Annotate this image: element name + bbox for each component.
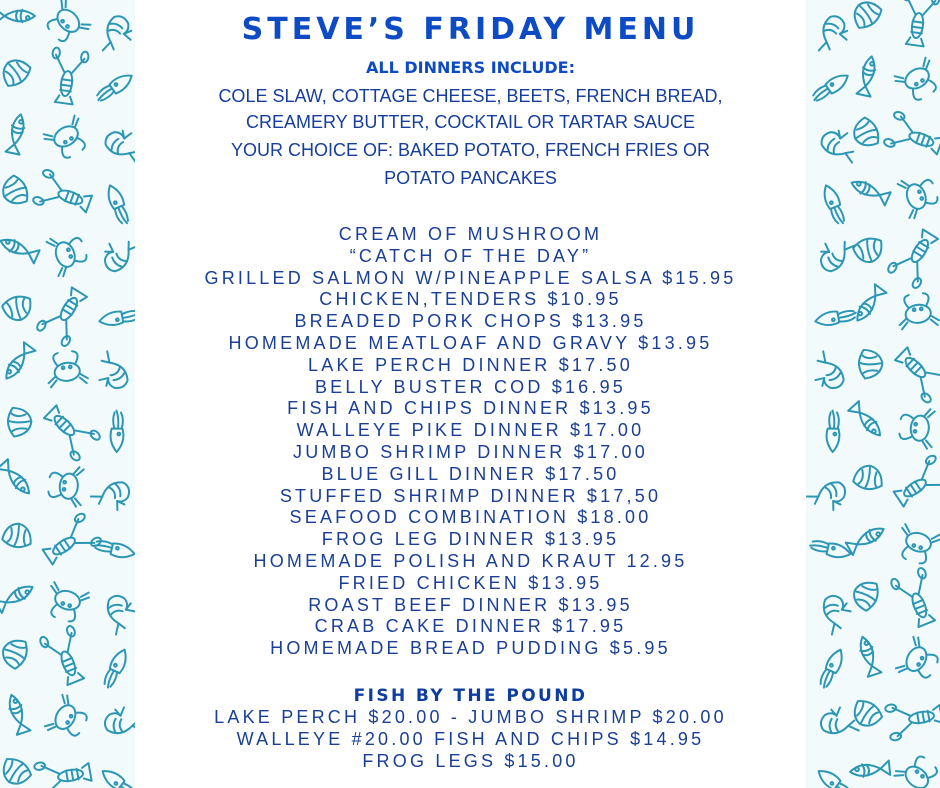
squid-icon	[99, 766, 135, 788]
lobster-icon	[889, 454, 940, 514]
lobster-icon	[885, 696, 940, 741]
squid-icon	[810, 70, 851, 104]
oyster-icon	[852, 464, 884, 492]
fish-icon	[852, 284, 887, 325]
oyster-icon	[858, 349, 883, 379]
includes-heading: ALL DINNERS INCLUDE:	[365, 58, 575, 77]
squid-icon	[826, 410, 840, 452]
seafood-pattern-left	[0, 0, 135, 788]
shrimp-icon	[90, 351, 134, 394]
fish-icon	[0, 9, 35, 23]
lobster-icon	[883, 111, 940, 163]
fish-icon	[0, 581, 36, 613]
lobster-icon	[897, 0, 940, 48]
menu-item: FISH AND CHIPS DINNER $13.95	[287, 398, 654, 419]
crab-icon	[46, 229, 90, 277]
fish-icon	[846, 523, 887, 555]
oyster-icon	[7, 407, 32, 437]
menu-item: FROG LEG DINNER $13.95	[321, 529, 620, 550]
menu-item: CREAM OF MUSHROOM	[338, 224, 603, 244]
crab-icon	[895, 635, 940, 686]
menu-item: WALLEYE PIKE DINNER $17.00	[296, 420, 645, 441]
lobster-icon	[32, 169, 95, 221]
menu-panel	[135, 0, 806, 788]
shrimp-icon	[819, 15, 848, 52]
menu-item: ROAST BEEF DINNER $13.95	[308, 594, 633, 615]
menu-item: CHICKEN,TENDERS $10.95	[319, 289, 622, 310]
shrimp-icon	[816, 591, 856, 634]
squid-icon	[110, 410, 124, 452]
pound-line: WALLEYE #20.00 FISH AND CHIPS $14.95	[236, 728, 705, 749]
squid-icon	[94, 70, 135, 104]
squid-icon	[101, 647, 130, 690]
fish-icon	[856, 55, 878, 97]
oyster-icon	[0, 54, 34, 90]
fish-icon	[1, 342, 36, 383]
squid-icon	[820, 183, 848, 226]
lobster-icon	[38, 512, 103, 572]
shrimp-icon	[815, 233, 855, 277]
fish-icon	[0, 234, 40, 263]
shrimp-icon	[806, 351, 850, 394]
seafood-pattern-svg	[0, 0, 135, 788]
lobster-icon	[36, 283, 95, 348]
menu-item: GRILLED SALMON W/PINEAPPLE SALSA $15.95	[204, 267, 737, 288]
menu-item: BREADED PORK CHOPS $13.95	[294, 311, 647, 332]
shrimp-icon	[91, 475, 135, 518]
oyster-icon	[848, 0, 885, 32]
fish-by-pound-list	[135, 707, 806, 772]
squid-icon	[815, 766, 856, 788]
shrimp-icon	[102, 127, 135, 163]
crab-icon	[897, 171, 940, 219]
shrimp-icon	[102, 704, 135, 739]
menu-item: BLUE GILL DINNER $17.50	[321, 463, 620, 484]
squid-icon	[93, 538, 135, 560]
oyster-icon	[0, 173, 32, 209]
fish-icon	[848, 401, 885, 440]
crab-icon	[45, 350, 88, 388]
lobster-icon	[46, 47, 89, 105]
menu-item: HOMEMADE BREAD PUDDING $5.95	[270, 638, 671, 659]
crab-icon	[40, 0, 91, 49]
shrimp-icon	[103, 15, 132, 52]
crab-icon	[898, 407, 935, 449]
lobster-icon	[889, 341, 940, 404]
lobster-icon	[38, 399, 102, 462]
shrimp-icon	[99, 233, 135, 277]
crab-icon	[43, 582, 91, 625]
fish-icon	[0, 459, 34, 498]
oyster-icon	[1, 522, 33, 550]
fish-by-pound-heading: FISH BY THE POUND	[353, 686, 588, 706]
fish-icon	[856, 635, 882, 677]
menu-item: CRAB CAKE DINNER $17.95	[314, 616, 627, 637]
fish-icon	[849, 176, 891, 205]
shrimp-icon	[818, 704, 859, 739]
lobster-icon	[39, 625, 93, 689]
shrimp-icon	[807, 475, 851, 518]
menu-item: FRIED CHICKEN $13.95	[338, 572, 603, 593]
menu-item: BELLY BUSTER COD $16.95	[314, 376, 627, 397]
menu-item: HOMEMADE POLISH AND KRAUT 12.95	[253, 550, 688, 571]
fish-icon	[5, 113, 27, 155]
menu-item: STUFFED SHRIMP DINNER $17,50	[279, 485, 662, 506]
includes-line: POTATO PANCAKES	[384, 168, 557, 188]
oyster-icon	[852, 236, 886, 266]
menu-item: JUMBO SHRIMP DINNER $17.00	[293, 441, 648, 462]
menu-title: STEVE’S FRIDAY MENU	[241, 12, 700, 47]
seafood-pattern-right	[806, 0, 940, 788]
pound-line: FROG LEGS $15.00	[362, 750, 579, 771]
crab-icon	[42, 115, 93, 164]
menu-item: “CATCH OF THE DAY”	[349, 245, 592, 266]
squid-icon	[814, 307, 857, 328]
fish-icon	[849, 761, 890, 779]
crab-icon	[893, 57, 940, 106]
crab-icon	[893, 749, 940, 788]
lobster-icon	[34, 754, 93, 788]
pound-line: LAKE PERCH $20.00 - JUMBO SHRIMP $20.00	[214, 707, 727, 727]
squid-icon	[817, 647, 846, 690]
oyster-icon	[849, 577, 881, 612]
seafood-pattern-svg	[806, 0, 940, 788]
crab-icon	[896, 292, 939, 330]
menu-item: HOMEMADE MEATLOAF AND GRAVY $13.95	[228, 332, 713, 353]
crab-icon	[894, 524, 940, 567]
lobster-icon	[887, 225, 940, 290]
fish-icon	[5, 693, 31, 735]
oyster-icon	[0, 635, 31, 670]
includes-line: COLE SLAW, COTTAGE CHEESE, BEETS, FRENCH BREAD,	[218, 86, 723, 106]
squid-icon	[104, 183, 132, 226]
squid-icon	[98, 307, 135, 328]
oyster-icon	[0, 755, 34, 788]
includes-line: YOUR CHOICE OF: BAKED POTATO, FRENCH FRIES OR	[230, 140, 711, 160]
menu-item: LAKE PERCH DINNER $17.50	[308, 354, 633, 375]
shrimp-icon	[100, 591, 135, 634]
crab-icon	[44, 693, 92, 744]
menu-items-list	[135, 224, 806, 660]
lobster-icon	[890, 567, 940, 631]
crab-icon	[47, 465, 84, 507]
oyster-icon	[1, 294, 35, 324]
menu-item: SEAFOOD COMBINATION $18.00	[289, 507, 652, 528]
oyster-icon	[848, 697, 885, 732]
includes-line: CREAMERY BUTTER, COCKTAIL OR TARTAR SAUCE	[245, 112, 696, 132]
oyster-icon	[849, 115, 883, 151]
